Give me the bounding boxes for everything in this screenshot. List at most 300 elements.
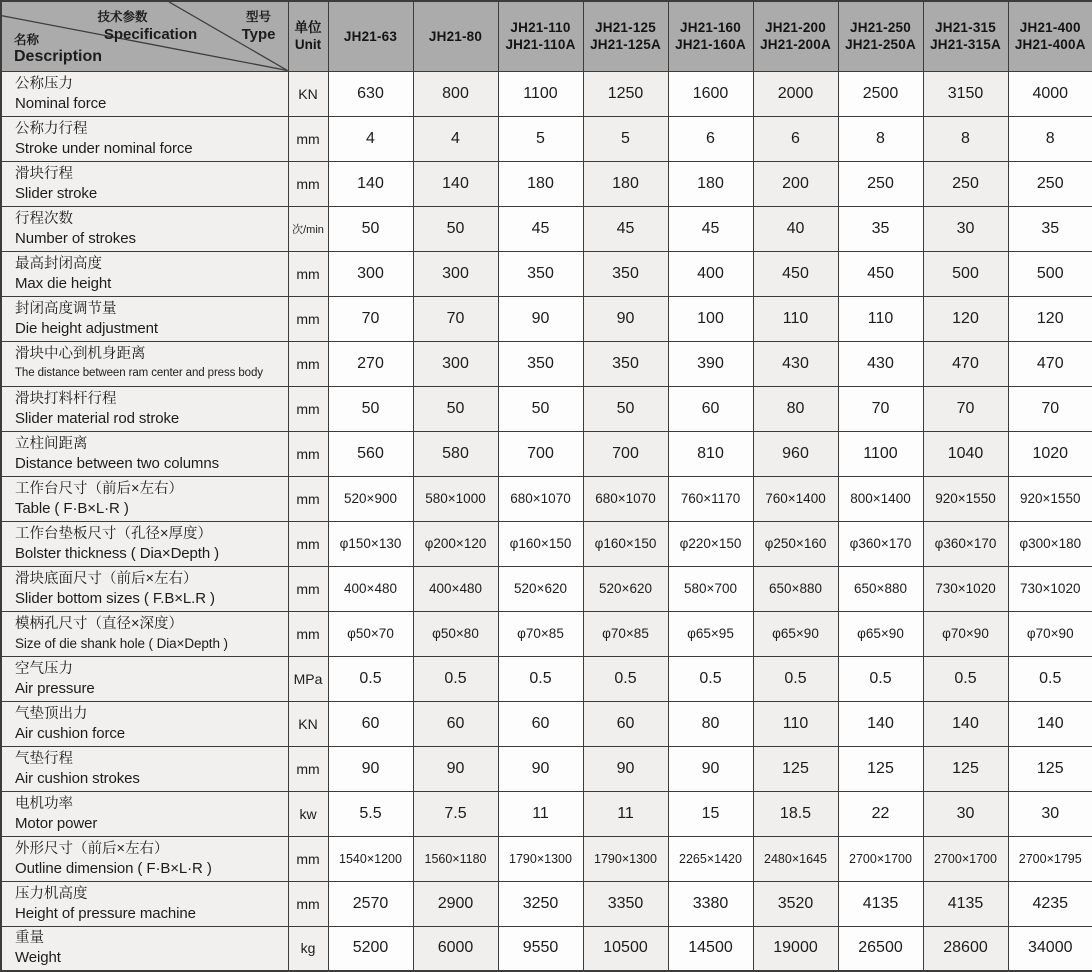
model-name-line1: JH21-110 [499,19,583,36]
value-cell: 30 [923,791,1008,836]
table-row [1,926,1092,971]
row-label [1,161,288,206]
row-label-en: Motor power [15,814,282,833]
table-row [1,386,1092,431]
row-label [1,836,288,881]
value-cell: 400×480 [413,566,498,611]
unit-cell: mm [288,341,328,386]
value-cell: 45 [498,206,583,251]
unit-cell: MPa [288,656,328,701]
value-cell: 1560×1180 [413,836,498,881]
value-cell: 800 [413,71,498,116]
table-row [1,656,1092,701]
row-label [1,251,288,296]
value-cell: φ70×90 [1008,611,1092,656]
value-cell: 520×900 [328,476,413,521]
value-cell: 10500 [583,926,668,971]
row-label-cn: 滑块底面尺寸（前后×左右） [15,570,282,589]
row-label [1,566,288,611]
value-cell: 125 [753,746,838,791]
value-cell: φ160×150 [583,521,668,566]
row-label [1,746,288,791]
value-cell: 45 [583,206,668,251]
unit-cell: mm [288,116,328,161]
value-cell: 80 [668,701,753,746]
model-column-header [838,1,923,71]
table-row [1,611,1092,656]
unit-cell: mm [288,431,328,476]
value-cell: φ220×150 [668,521,753,566]
value-cell: 180 [498,161,583,206]
row-label-en: The distance between ram center and press body [15,364,282,383]
unit-cell: KN [288,701,328,746]
value-cell: 90 [583,296,668,341]
value-cell: 3380 [668,881,753,926]
row-label-en: Die height adjustment [15,319,282,338]
unit-cell: mm [288,386,328,431]
value-cell: 70 [328,296,413,341]
value-cell: 470 [1008,341,1092,386]
value-cell: 125 [1008,746,1092,791]
type-label-cn: 型号 [242,7,276,25]
value-cell: 6 [753,116,838,161]
row-label-cn: 封闭高度调节量 [15,300,282,319]
value-cell: 60 [413,701,498,746]
row-label [1,476,288,521]
value-cell: 60 [328,701,413,746]
value-cell: 60 [498,701,583,746]
value-cell: 50 [413,386,498,431]
table-row [1,746,1092,791]
value-cell: 4135 [923,881,1008,926]
unit-cell: mm [288,476,328,521]
value-cell: 140 [1008,701,1092,746]
row-label-cn: 压力机高度 [15,885,282,904]
value-cell: 8 [1008,116,1092,161]
row-label-cn: 滑块行程 [15,165,282,184]
header-row [1,1,1092,71]
value-cell: 3350 [583,881,668,926]
value-cell: 45 [668,206,753,251]
value-cell: φ70×85 [498,611,583,656]
value-cell: 580×1000 [413,476,498,521]
value-cell: 250 [923,161,1008,206]
row-label-en: Air cushion strokes [15,769,282,788]
value-cell: 80 [753,386,838,431]
value-cell: 90 [413,746,498,791]
specification-label-en: Specification [57,26,222,43]
row-label [1,656,288,701]
row-label [1,701,288,746]
value-cell: 11 [583,791,668,836]
row-label [1,881,288,926]
value-cell: 250 [1008,161,1092,206]
row-label-cn: 立柱间距离 [15,435,282,454]
row-label-cn: 气垫行程 [15,750,282,769]
row-label-en: Nominal force [15,94,282,113]
value-cell: 26500 [838,926,923,971]
value-cell: 0.5 [583,656,668,701]
row-label-en: Air pressure [15,679,282,698]
value-cell: 34000 [1008,926,1092,971]
value-cell: 90 [328,746,413,791]
unit-cell: mm [288,521,328,566]
value-cell: 700 [583,431,668,476]
unit-cell: mm [288,611,328,656]
row-label [1,116,288,161]
value-cell: 680×1070 [583,476,668,521]
value-cell: 520×620 [583,566,668,611]
value-cell: 70 [1008,386,1092,431]
table-row [1,431,1092,476]
value-cell: 2265×1420 [668,836,753,881]
row-label-en: Slider material rod stroke [15,409,282,428]
unit-cell: mm [288,296,328,341]
row-label-cn: 重量 [15,929,282,948]
row-label-en: Bolster thickness ( Dia×Depth ) [15,544,282,563]
value-cell: 140 [413,161,498,206]
value-cell: 4000 [1008,71,1092,116]
table-row [1,116,1092,161]
model-name-line2: JH21-110A [499,36,583,53]
unit-cell: kg [288,926,328,971]
row-label-en: Table ( F·B×L·R ) [15,499,282,518]
value-cell: 6 [668,116,753,161]
value-cell: 300 [413,251,498,296]
value-cell: 110 [753,701,838,746]
model-column-header [413,1,498,71]
value-cell: 70 [838,386,923,431]
unit-cell: mm [288,251,328,296]
value-cell: 50 [328,206,413,251]
value-cell: 7.5 [413,791,498,836]
row-label-cn: 公称压力 [15,75,282,94]
value-cell: φ250×160 [753,521,838,566]
value-cell: 0.5 [838,656,923,701]
value-cell: 125 [838,746,923,791]
value-cell: 400 [668,251,753,296]
value-cell: 430 [838,341,923,386]
table-row [1,206,1092,251]
table-row [1,566,1092,611]
row-label-en: Height of pressure machine [15,904,282,923]
row-label [1,611,288,656]
row-label-en: Number of strokes [15,229,282,248]
value-cell: 35 [838,206,923,251]
value-cell: φ70×90 [923,611,1008,656]
value-cell: 350 [583,251,668,296]
row-label-en: Slider stroke [15,184,282,203]
table-row [1,521,1092,566]
model-name-line2: JH21-400A [1009,36,1092,53]
value-cell: 560 [328,431,413,476]
unit-cell: mm [288,746,328,791]
value-cell: 4 [328,116,413,161]
value-cell: 5 [583,116,668,161]
row-label-cn: 滑块打料杆行程 [15,390,282,409]
value-cell: 3150 [923,71,1008,116]
value-cell: 0.5 [1008,656,1092,701]
model-column-header [583,1,668,71]
value-cell: 270 [328,341,413,386]
value-cell: 350 [498,341,583,386]
value-cell: 28600 [923,926,1008,971]
unit-column-header [288,1,328,71]
value-cell: 680×1070 [498,476,583,521]
value-cell: 1100 [498,71,583,116]
model-name-line2: JH21-160A [669,36,753,53]
table-row [1,251,1092,296]
value-cell: 2700×1700 [923,836,1008,881]
value-cell: 960 [753,431,838,476]
value-cell: 450 [838,251,923,296]
description-label-cn: 名称 [14,30,102,48]
row-label [1,296,288,341]
value-cell: φ300×180 [1008,521,1092,566]
value-cell: 1020 [1008,431,1092,476]
value-cell: φ200×120 [413,521,498,566]
value-cell: 30 [923,206,1008,251]
value-cell: 390 [668,341,753,386]
value-cell: 350 [498,251,583,296]
value-cell: φ50×80 [413,611,498,656]
value-cell: 300 [328,251,413,296]
table-row [1,791,1092,836]
unit-header-cn: 单位 [289,19,328,36]
value-cell: 2480×1645 [753,836,838,881]
value-cell: 110 [838,296,923,341]
type-label-en: Type [242,26,276,43]
row-label [1,431,288,476]
value-cell: 40 [753,206,838,251]
unit-cell: mm [288,881,328,926]
row-label-cn: 空气压力 [15,660,282,679]
row-label-cn: 气垫顶出力 [15,705,282,724]
value-cell: 0.5 [923,656,1008,701]
value-cell: 18.5 [753,791,838,836]
value-cell: 920×1550 [1008,476,1092,521]
value-cell: 800×1400 [838,476,923,521]
table-row [1,836,1092,881]
corner-type-label [242,7,276,43]
value-cell: 520×620 [498,566,583,611]
value-cell: 1250 [583,71,668,116]
table-row [1,476,1092,521]
table-row [1,881,1092,926]
value-cell: 120 [1008,296,1092,341]
value-cell: 580×700 [668,566,753,611]
value-cell: 0.5 [413,656,498,701]
value-cell: 11 [498,791,583,836]
table-row [1,71,1092,116]
value-cell: 810 [668,431,753,476]
model-column-header [923,1,1008,71]
value-cell: 50 [498,386,583,431]
value-cell: 120 [923,296,1008,341]
row-label [1,71,288,116]
value-cell: 630 [328,71,413,116]
value-cell: 90 [668,746,753,791]
value-cell: 180 [668,161,753,206]
value-cell: 580 [413,431,498,476]
value-cell: 35 [1008,206,1092,251]
row-label-en: Weight [15,948,282,967]
value-cell: 1100 [838,431,923,476]
value-cell: 2570 [328,881,413,926]
value-cell: 9550 [498,926,583,971]
value-cell: 90 [583,746,668,791]
value-cell: 2900 [413,881,498,926]
row-label-cn: 滑块中心到机身距离 [15,345,282,364]
row-label-cn: 电机功率 [15,795,282,814]
value-cell: 1040 [923,431,1008,476]
value-cell: 70 [413,296,498,341]
value-cell: 50 [328,386,413,431]
value-cell: 22 [838,791,923,836]
value-cell: 4 [413,116,498,161]
value-cell: 470 [923,341,1008,386]
value-cell: 19000 [753,926,838,971]
unit-cell: mm [288,836,328,881]
row-label-cn: 最高封闭高度 [15,255,282,274]
row-label-cn: 工作台垫板尺寸（孔径×厚度） [15,525,282,544]
value-cell: 3520 [753,881,838,926]
value-cell: φ360×170 [923,521,1008,566]
model-name-line1: JH21-160 [669,19,753,36]
value-cell: 125 [923,746,1008,791]
model-name-line1: JH21-250 [839,19,923,36]
value-cell: 760×1400 [753,476,838,521]
table-row [1,161,1092,206]
value-cell: 650×880 [753,566,838,611]
row-label [1,521,288,566]
value-cell: 200 [753,161,838,206]
value-cell: 140 [923,701,1008,746]
model-name-line2: JH21-250A [839,36,923,53]
row-label-cn: 模柄孔尺寸（直径×深度） [15,615,282,634]
row-label-en: Distance between two columns [15,454,282,473]
value-cell: 5200 [328,926,413,971]
value-cell: 650×880 [838,566,923,611]
unit-header-en: Unit [289,36,328,53]
unit-cell: KN [288,71,328,116]
value-cell: 60 [668,386,753,431]
value-cell: 500 [1008,251,1092,296]
value-cell: 700 [498,431,583,476]
value-cell: 1790×1300 [498,836,583,881]
row-label [1,206,288,251]
value-cell: 90 [498,746,583,791]
value-cell: 4235 [1008,881,1092,926]
value-cell: 350 [583,341,668,386]
value-cell: 50 [583,386,668,431]
value-cell: 500 [923,251,1008,296]
model-column-header [328,1,413,71]
value-cell: 0.5 [668,656,753,701]
value-cell: 70 [923,386,1008,431]
value-cell: 300 [413,341,498,386]
model-name-line1: JH21-125 [584,19,668,36]
value-cell: 920×1550 [923,476,1008,521]
row-label [1,791,288,836]
value-cell: 1790×1300 [583,836,668,881]
value-cell: 3250 [498,881,583,926]
value-cell: 15 [668,791,753,836]
corner-cell [1,1,288,71]
row-label-cn: 公称力行程 [15,120,282,139]
model-name-line1: JH21-315 [924,19,1008,36]
model-name-line1: JH21-63 [329,28,413,45]
model-name-line2: JH21-315A [924,36,1008,53]
value-cell: 60 [583,701,668,746]
value-cell: 4135 [838,881,923,926]
model-name-line2: JH21-200A [754,36,838,53]
model-name-line1: JH21-400 [1009,19,1092,36]
model-column-header [753,1,838,71]
row-label [1,341,288,386]
value-cell: 450 [753,251,838,296]
value-cell: 0.5 [498,656,583,701]
row-label [1,926,288,971]
value-cell: φ360×170 [838,521,923,566]
row-label-en: Outline dimension ( F·B×L·R ) [15,859,282,878]
unit-cell: mm [288,161,328,206]
value-cell: φ150×130 [328,521,413,566]
unit-cell: 次/min [288,206,328,251]
value-cell: φ70×85 [583,611,668,656]
row-label-en: Slider bottom sizes ( F.B×L.R ) [15,589,282,608]
specification-label-cn: 技术参数 [57,7,222,25]
value-cell: 14500 [668,926,753,971]
corner-description-label [14,30,102,66]
value-cell: 180 [583,161,668,206]
value-cell: 8 [923,116,1008,161]
value-cell: 0.5 [328,656,413,701]
model-name-line1: JH21-200 [754,19,838,36]
row-label-en: Size of die shank hole ( Dia×Depth ) [15,634,282,653]
value-cell: 5.5 [328,791,413,836]
value-cell: 760×1170 [668,476,753,521]
value-cell: 2000 [753,71,838,116]
value-cell: 90 [498,296,583,341]
value-cell: 140 [838,701,923,746]
value-cell: 0.5 [753,656,838,701]
unit-cell: kw [288,791,328,836]
value-cell: 1600 [668,71,753,116]
value-cell: 2700×1795 [1008,836,1092,881]
model-column-header [668,1,753,71]
table-row [1,296,1092,341]
row-label-cn: 行程次数 [15,210,282,229]
value-cell: 6000 [413,926,498,971]
value-cell: φ65×95 [668,611,753,656]
row-label-cn: 外形尺寸（前后×左右） [15,840,282,859]
row-label-cn: 工作台尺寸（前后×左右） [15,480,282,499]
table-row [1,701,1092,746]
value-cell: 2500 [838,71,923,116]
row-label-en: Stroke under nominal force [15,139,282,158]
value-cell: φ50×70 [328,611,413,656]
value-cell: 30 [1008,791,1092,836]
value-cell: 730×1020 [1008,566,1092,611]
row-label [1,386,288,431]
value-cell: φ65×90 [753,611,838,656]
value-cell: 50 [413,206,498,251]
value-cell: 5 [498,116,583,161]
value-cell: 140 [328,161,413,206]
model-column-header [1008,1,1092,71]
model-name-line1: JH21-80 [414,28,498,45]
